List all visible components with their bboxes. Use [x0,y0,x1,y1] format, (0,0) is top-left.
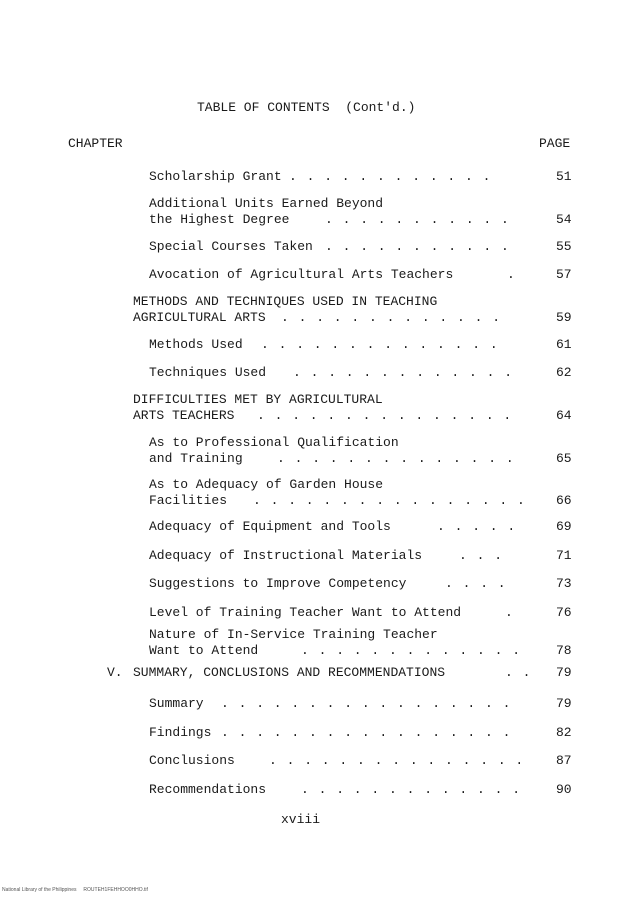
toc-entry-line: SUMMARY, CONCLUSIONS AND RECOMMENDATIONS [133,665,446,680]
toc-page-number: 57 [556,267,572,282]
toc-page-number: 51 [556,169,572,184]
toc-entry-line: Level of Training Teacher Want to Attend [149,605,462,620]
toc-page-number: 65 [556,451,572,466]
toc-entry-line: Facilities [149,493,228,508]
toc-leader-dots: . . . [459,548,504,563]
toc-leader-dots: . . . . . . . . . . . . . . . [269,753,525,768]
toc-entry-line: the Highest Degree [149,212,290,227]
toc-leader-dots: . . . . . . . . . . . . . . . . . [221,696,512,711]
toc-page-number: 71 [556,548,572,563]
toc-page-number: 87 [556,753,572,768]
toc-page-number: 64 [556,408,572,423]
toc-entry-line: AGRICULTURAL ARTS [133,310,266,325]
toc-leader-dots: . . . . . . . . . . . . . . . [257,408,513,423]
scan-stamp: National Library of the Philippines ROUTEH1FEHHOO0HHO.tif [2,887,148,893]
toc-entry-line: Want to Attend [149,643,259,658]
toc-entry-line: and Training [149,451,243,466]
toc-page-number: 69 [556,519,572,534]
toc-entry-line: As to Professional Qualification [149,435,399,450]
roman-page-number: xviii [281,812,321,827]
toc-leader-dots: . . [505,665,532,680]
toc-leader-dots: . . . . . . . . . . . . . [293,365,514,380]
toc-leader-dots: . . . . [445,576,507,591]
toc-entry-line: Adequacy of Instructional Materials [149,548,423,563]
toc-page-number: 61 [556,337,572,352]
toc-entry-line: Adequacy of Equipment and Tools [149,519,391,534]
toc-leader-dots: . [505,605,514,620]
toc-entry-line: METHODS AND TECHNIQUES USED IN TEACHING [133,294,438,309]
toc-page-number: 79 [556,665,572,680]
toc-leader-dots: . . . . . . . . . . . [325,212,510,227]
toc-entry-line: Recommendations [149,782,267,797]
toc-page-number: 78 [556,643,572,658]
toc-entry-line: Additional Units Earned Beyond [149,196,384,211]
toc-leader-dots: . . . . . . . . . . . . . . . . . [221,725,512,740]
toc-leader-dots: . . . . . . . . . . . . . [301,643,522,658]
toc-entry-line: Techniques Used [149,365,267,380]
toc-entry-line: Nature of In-Service Training Teacher [149,627,438,642]
toc-leader-dots: . . . . . [437,519,517,534]
toc-leader-dots: . [507,267,516,282]
chapter-column-header: CHAPTER [68,136,123,151]
toc-entry-line: Scholarship Grant [149,169,282,184]
toc-leader-dots: . . . . . . . . . . . [325,239,510,254]
toc-entry-line: Suggestions to Improve Competency [149,576,407,591]
toc-entry-line: Conclusions [149,753,235,768]
toc-entry-line: Methods Used [149,337,243,352]
toc-entry-line: DIFFICULTIES MET BY AGRICULTURAL [133,392,383,407]
toc-page-number: 79 [556,696,572,711]
toc-leader-dots: . . . . . . . . . . . . . . [261,337,499,352]
toc-entry-line: Summary [149,696,204,711]
toc-entry-line: As to Adequacy of Garden House [149,477,384,492]
toc-page-number: 54 [556,212,572,227]
toc-leader-dots: . . . . . . . . . . . . . [301,782,522,797]
toc-page-number: 59 [556,310,572,325]
toc-leader-dots: . . . . . . . . . . . . . . [277,451,515,466]
toc-entry-line: Avocation of Agricultural Arts Teachers [149,267,454,282]
toc-leader-dots: . . . . . . . . . . . . [289,169,492,184]
page-column-header: PAGE [539,136,571,151]
toc-leader-dots: . . . . . . . . . . . . . [281,310,502,325]
toc-page-number: 90 [556,782,572,797]
toc-leader-dots: . . . . . . . . . . . . . . . . [253,493,526,508]
chapter-number: V. [107,665,123,680]
toc-page-number: 76 [556,605,572,620]
page-title: TABLE OF CONTENTS (Cont'd.) [197,100,416,115]
toc-page-number: 82 [556,725,572,740]
toc-entry-line: Findings [149,725,212,740]
toc-page-number: 55 [556,239,572,254]
toc-page-number: 62 [556,365,572,380]
toc-entry-line: Special Courses Taken [149,239,313,254]
toc-page-number: 66 [556,493,572,508]
toc-page-number: 73 [556,576,572,591]
toc-entry-line: ARTS TEACHERS [133,408,235,423]
